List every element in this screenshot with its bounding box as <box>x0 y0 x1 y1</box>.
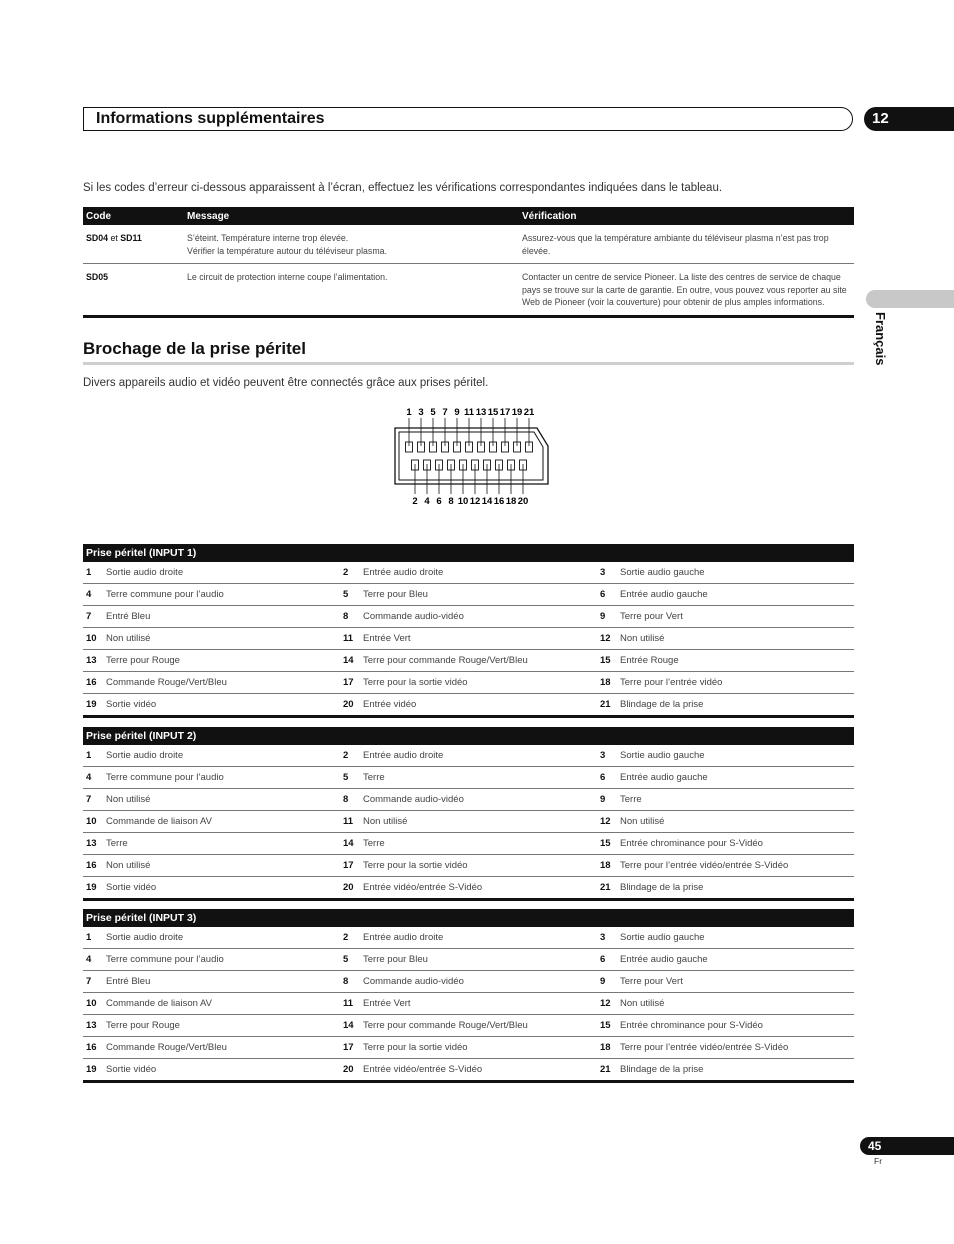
pin-cell <box>340 838 597 849</box>
pin-number: 11 <box>343 816 354 827</box>
error-check: Assurez-vous que la température ambiante du téléviseur plasma n’est pas trop élevée. <box>519 225 854 264</box>
pin-function: Sortie audio gauche <box>620 567 705 578</box>
pin-number: 19 <box>86 699 97 710</box>
pin-number: 18 <box>600 860 611 871</box>
pin-cell <box>83 998 340 1009</box>
pin-number: 18 <box>600 677 611 688</box>
pin-label-bottom: 16 <box>493 496 505 507</box>
pin-number: 3 <box>600 750 606 761</box>
pinout-row <box>83 833 854 855</box>
error-row <box>83 264 854 317</box>
pin-number: 4 <box>86 589 92 600</box>
pin-function: Terre commune pour l’audio <box>106 954 224 965</box>
pin-cell <box>597 772 854 783</box>
pin-number: 12 <box>600 633 611 644</box>
pin-number: 20 <box>343 1064 354 1075</box>
pinout-row <box>83 1059 854 1083</box>
pin-label-top: 21 <box>523 407 535 418</box>
chapter-number-tab: 12 <box>864 107 954 131</box>
pin-number: 4 <box>86 954 92 965</box>
pin-function: Terre <box>363 838 385 849</box>
pin-number: 14 <box>343 838 354 849</box>
header-code: Code <box>83 207 184 225</box>
pin-number: 17 <box>343 1042 354 1053</box>
pin-label-bottom: 8 <box>448 496 454 507</box>
pin-cell <box>340 677 597 688</box>
pinout-row <box>83 855 854 877</box>
code-join: et <box>108 233 121 243</box>
pin-label-bottom: 18 <box>505 496 517 507</box>
pin-function: Sortie vidéo <box>106 1064 157 1075</box>
pinout-row <box>83 877 854 901</box>
pin-cell <box>340 699 597 710</box>
pin-function: Terre pour Bleu <box>363 954 428 965</box>
pin-function: Sortie audio droite <box>106 932 184 943</box>
pinout-row <box>83 1037 854 1059</box>
pin-number: 11 <box>343 998 354 1009</box>
pin-number: 6 <box>600 772 606 783</box>
pin-function: Sortie vidéo <box>106 699 157 710</box>
pin-function: Sortie audio gauche <box>620 750 705 761</box>
pin-function: Commande Rouge/Vert/Bleu <box>106 1042 227 1053</box>
pin-cell <box>597 677 854 688</box>
pin-cell <box>597 633 854 644</box>
pin-cell <box>597 794 854 805</box>
pin-number: 21 <box>600 882 611 893</box>
pin-function: Commande audio-vidéo <box>363 976 464 987</box>
pin-function: Terre pour la sortie vidéo <box>363 860 468 871</box>
pin-label-top: 3 <box>418 407 424 418</box>
page-number: 45 <box>860 1137 954 1155</box>
pin-function: Terre pour Vert <box>620 611 683 622</box>
pin-cell <box>597 860 854 871</box>
pin-number: 19 <box>86 1064 97 1075</box>
pinout-row <box>83 993 854 1015</box>
scart-pinout-table <box>83 544 854 718</box>
pin-number: 5 <box>343 772 349 783</box>
pin-cell <box>83 1064 340 1075</box>
error-message <box>184 225 519 264</box>
scart-section-title: Brochage de la prise péritel <box>83 339 854 365</box>
pin-function: Entré Bleu <box>106 611 151 622</box>
pin-function: Commande de liaison AV <box>106 816 212 827</box>
pinout-row <box>83 694 854 718</box>
scart-intro-text: Divers appareils audio et vidéo peuvent être connectés grâce aux prises péritel. <box>83 377 489 389</box>
header-verification: Vérification <box>519 207 854 225</box>
pin-function: Blindage de la prise <box>620 1064 704 1075</box>
pin-label-top: 7 <box>442 407 448 418</box>
pin-cell <box>597 589 854 600</box>
pinout-table-title: Prise péritel (INPUT 3) <box>83 909 854 927</box>
pin-function: Non utilisé <box>620 633 665 644</box>
pin-label-bottom: 20 <box>517 496 529 507</box>
pin-number: 21 <box>600 1064 611 1075</box>
pin-function: Entrée chrominance pour S-Vidéo <box>620 1020 763 1031</box>
page-language-code: Fr <box>874 1156 883 1166</box>
message-line: S’éteint. Température interne trop élevée. <box>187 233 349 243</box>
pin-function: Terre pour l’entrée vidéo/entrée S-Vidéo <box>620 860 789 871</box>
pin-cell <box>83 816 340 827</box>
pin-function: Terre pour Rouge <box>106 1020 180 1031</box>
pin-function: Terre pour l’entrée vidéo/entrée S-Vidéo <box>620 1042 789 1053</box>
pin-number: 5 <box>343 954 349 965</box>
scart-pinout-table <box>83 727 854 901</box>
pin-contacts <box>406 442 533 470</box>
chapter-title: Informations supplémentaires <box>96 110 325 127</box>
pin-function: Non utilisé <box>106 860 151 871</box>
pin-number: 2 <box>343 932 349 943</box>
pin-number: 20 <box>343 882 354 893</box>
pinout-row <box>83 949 854 971</box>
pin-cell <box>597 750 854 761</box>
pin-cell <box>83 699 340 710</box>
pin-number: 7 <box>86 794 92 805</box>
pin-number: 2 <box>343 567 349 578</box>
pin-number: 7 <box>86 611 92 622</box>
top-pin-labels <box>406 407 535 418</box>
pin-number: 1 <box>86 750 92 761</box>
pin-cell <box>597 567 854 578</box>
pin-number: 1 <box>86 567 92 578</box>
pin-number: 15 <box>600 655 611 666</box>
pin-number: 21 <box>600 699 611 710</box>
pin-number: 17 <box>343 860 354 871</box>
pin-label-top: 1 <box>406 407 412 418</box>
pinout-row <box>83 789 854 811</box>
pin-cell <box>597 838 854 849</box>
pin-number: 3 <box>600 567 606 578</box>
pin-cell <box>83 750 340 761</box>
pin-function: Terre pour Vert <box>620 976 683 987</box>
pin-cell <box>340 860 597 871</box>
pin-cell <box>83 1020 340 1031</box>
pin-number: 5 <box>343 589 349 600</box>
pin-function: Commande audio-vidéo <box>363 611 464 622</box>
pin-leader-lines <box>409 418 529 494</box>
pin-number: 4 <box>86 772 92 783</box>
pinout-row <box>83 927 854 949</box>
pin-function: Entrée Vert <box>363 998 411 1009</box>
pin-function: Entré Bleu <box>106 976 151 987</box>
code-value: SD11 <box>120 233 142 243</box>
pin-label-bottom: 10 <box>457 496 469 507</box>
pin-label-top: 11 <box>463 407 475 418</box>
pin-function: Terre pour commande Rouge/Vert/Bleu <box>363 655 528 666</box>
pin-number: 12 <box>600 816 611 827</box>
pin-number: 16 <box>86 677 97 688</box>
error-code <box>83 264 184 317</box>
pin-number: 9 <box>600 794 606 805</box>
pin-cell <box>340 932 597 943</box>
pin-cell <box>340 954 597 965</box>
pin-number: 8 <box>343 976 349 987</box>
pin-function: Blindage de la prise <box>620 699 704 710</box>
pin-function: Terre pour la sortie vidéo <box>363 1042 468 1053</box>
pin-label-bottom: 2 <box>412 496 418 507</box>
pin-number: 14 <box>343 655 354 666</box>
pin-function: Terre pour Rouge <box>106 655 180 666</box>
pin-function: Entrée audio gauche <box>620 954 708 965</box>
pinout-row <box>83 1015 854 1037</box>
pinout-row <box>83 745 854 767</box>
pin-number: 3 <box>600 932 606 943</box>
pin-function: Commande Rouge/Vert/Bleu <box>106 677 227 688</box>
pin-function: Entrée audio gauche <box>620 589 708 600</box>
pin-cell <box>597 1020 854 1031</box>
pin-function: Entrée Vert <box>363 633 411 644</box>
language-tab <box>866 290 954 308</box>
pin-function: Terre pour commande Rouge/Vert/Bleu <box>363 1020 528 1031</box>
pin-cell <box>83 567 340 578</box>
code-value: SD05 <box>86 272 109 282</box>
pin-number: 10 <box>86 816 97 827</box>
pin-function: Blindage de la prise <box>620 882 704 893</box>
pin-number: 13 <box>86 655 97 666</box>
pinout-row <box>83 650 854 672</box>
pin-cell <box>83 794 340 805</box>
error-check: Contacter un centre de service Pioneer. La liste des centres de service de chaque pays se trouve sur la carte de garantie. En outre, vous pouvez vous reporter au site Web de Pioneer (voir la couverture) pour obtenir de plus amples informations. <box>522 272 847 307</box>
pin-number: 16 <box>86 860 97 871</box>
pin-cell <box>340 589 597 600</box>
pin-cell <box>83 677 340 688</box>
pin-cell <box>340 611 597 622</box>
pin-cell <box>340 816 597 827</box>
pin-label-bottom: 14 <box>481 496 493 507</box>
pin-cell <box>340 998 597 1009</box>
pin-cell <box>83 932 340 943</box>
pin-number: 6 <box>600 954 606 965</box>
pin-function: Entrée audio droite <box>363 750 444 761</box>
pin-cell <box>340 794 597 805</box>
header-message: Message <box>184 207 519 225</box>
pin-cell <box>340 976 597 987</box>
pinout-row <box>83 584 854 606</box>
pin-number: 15 <box>600 838 611 849</box>
code-value: SD04 <box>86 233 109 243</box>
pin-label-bottom: 12 <box>469 496 481 507</box>
pin-cell <box>597 976 854 987</box>
pin-cell <box>83 655 340 666</box>
pin-function: Non utilisé <box>620 816 665 827</box>
pin-number: 10 <box>86 633 97 644</box>
pin-function: Terre commune pour l’audio <box>106 772 224 783</box>
pin-cell <box>597 655 854 666</box>
pin-cell <box>340 633 597 644</box>
pin-cell <box>83 611 340 622</box>
pin-number: 2 <box>343 750 349 761</box>
error-message <box>184 264 519 317</box>
pin-number: 9 <box>600 611 606 622</box>
pin-label-top: 5 <box>430 407 436 418</box>
pin-number: 7 <box>86 976 92 987</box>
pin-cell <box>340 750 597 761</box>
pin-function: Terre <box>106 838 128 849</box>
pin-cell <box>83 954 340 965</box>
pin-function: Non utilisé <box>363 816 408 827</box>
pin-number: 13 <box>86 838 97 849</box>
pin-cell <box>340 655 597 666</box>
pin-number: 16 <box>86 1042 97 1053</box>
pin-cell <box>83 633 340 644</box>
pin-cell <box>597 882 854 893</box>
pin-label-top: 17 <box>499 407 511 418</box>
pin-function: Entrée Rouge <box>620 655 679 666</box>
scart-connector-diagram <box>385 402 555 510</box>
pin-function: Entrée vidéo <box>363 699 417 710</box>
pin-function: Sortie audio gauche <box>620 932 705 943</box>
pin-function: Entrée vidéo/entrée S-Vidéo <box>363 882 483 893</box>
pin-cell <box>597 1042 854 1053</box>
pin-cell <box>340 1064 597 1075</box>
pinout-table-title: Prise péritel (INPUT 1) <box>83 544 854 562</box>
pin-cell <box>597 816 854 827</box>
pin-function: Commande audio-vidéo <box>363 794 464 805</box>
pinout-row <box>83 562 854 584</box>
pin-cell <box>597 998 854 1009</box>
pinout-row <box>83 767 854 789</box>
pin-function: Entrée vidéo/entrée S-Vidéo <box>363 1064 483 1075</box>
pin-number: 8 <box>343 611 349 622</box>
pin-cell <box>597 699 854 710</box>
pin-cell <box>340 772 597 783</box>
pin-number: 20 <box>343 699 354 710</box>
pin-cell <box>597 611 854 622</box>
pin-cell <box>83 860 340 871</box>
pin-cell <box>597 954 854 965</box>
pin-function: Entrée chrominance pour S-Vidéo <box>620 838 763 849</box>
pin-label-top: 9 <box>454 407 460 418</box>
pin-function: Sortie vidéo <box>106 882 157 893</box>
error-intro-text: Si les codes d’erreur ci-dessous apparaissent à l’écran, effectuez les vérifications correspondantes indiquées dans le tableau. <box>83 182 723 194</box>
pin-number: 14 <box>343 1020 354 1031</box>
pin-number: 10 <box>86 998 97 1009</box>
error-code <box>83 225 184 264</box>
pin-cell <box>597 932 854 943</box>
connector-outer-shell <box>395 428 548 484</box>
pin-cell <box>340 1042 597 1053</box>
pin-function: Terre pour Bleu <box>363 589 428 600</box>
pin-label-top: 15 <box>487 407 499 418</box>
pin-number: 1 <box>86 932 92 943</box>
pin-function: Entrée audio droite <box>363 932 444 943</box>
pin-cell <box>83 838 340 849</box>
pin-cell <box>340 882 597 893</box>
pin-number: 15 <box>600 1020 611 1031</box>
pin-function: Non utilisé <box>620 998 665 1009</box>
message-line: Le circuit de protection interne coupe l’alimentation. <box>187 272 388 282</box>
pin-function: Entrée audio gauche <box>620 772 708 783</box>
pin-cell <box>83 976 340 987</box>
pin-number: 18 <box>600 1042 611 1053</box>
pinout-row <box>83 811 854 833</box>
error-row <box>83 225 854 264</box>
pinout-table-title: Prise péritel (INPUT 2) <box>83 727 854 745</box>
pin-number: 11 <box>343 633 354 644</box>
pin-function: Terre <box>363 772 385 783</box>
chapter-header-bar <box>83 107 853 131</box>
pin-cell <box>597 1064 854 1075</box>
pin-number: 9 <box>600 976 606 987</box>
pin-number: 12 <box>600 998 611 1009</box>
pin-function: Terre pour la sortie vidéo <box>363 677 468 688</box>
pin-label-top: 13 <box>475 407 487 418</box>
pin-cell <box>83 589 340 600</box>
pin-number: 8 <box>343 794 349 805</box>
pin-function: Non utilisé <box>106 633 151 644</box>
language-label: Français <box>873 312 888 366</box>
pin-number: 19 <box>86 882 97 893</box>
pin-cell <box>340 1020 597 1031</box>
pin-cell <box>83 772 340 783</box>
pin-cell <box>340 567 597 578</box>
pin-number: 6 <box>600 589 606 600</box>
bottom-pin-labels <box>412 496 528 507</box>
pin-function: Commande de liaison AV <box>106 998 212 1009</box>
pin-cell <box>83 1042 340 1053</box>
pin-label-top: 19 <box>511 407 523 418</box>
pin-function: Sortie audio droite <box>106 750 184 761</box>
error-code-table <box>83 207 854 318</box>
pin-function: Sortie audio droite <box>106 567 184 578</box>
error-table-header <box>83 207 854 225</box>
pin-label-bottom: 6 <box>436 496 442 507</box>
pin-label-bottom: 4 <box>424 496 430 507</box>
pin-number: 13 <box>86 1020 97 1031</box>
scart-pinout-table <box>83 909 854 1083</box>
pin-number: 17 <box>343 677 354 688</box>
pinout-row <box>83 672 854 694</box>
pin-function: Terre <box>620 794 642 805</box>
pin-cell <box>83 882 340 893</box>
pin-function: Non utilisé <box>106 794 151 805</box>
pin-function: Entrée audio droite <box>363 567 444 578</box>
pinout-row <box>83 606 854 628</box>
pinout-row <box>83 628 854 650</box>
pin-function: Terre pour l’entrée vidéo <box>620 677 723 688</box>
pin-function: Terre commune pour l’audio <box>106 589 224 600</box>
pinout-row <box>83 971 854 993</box>
message-line: Vérifier la température autour du téléviseur plasma. <box>187 245 387 256</box>
